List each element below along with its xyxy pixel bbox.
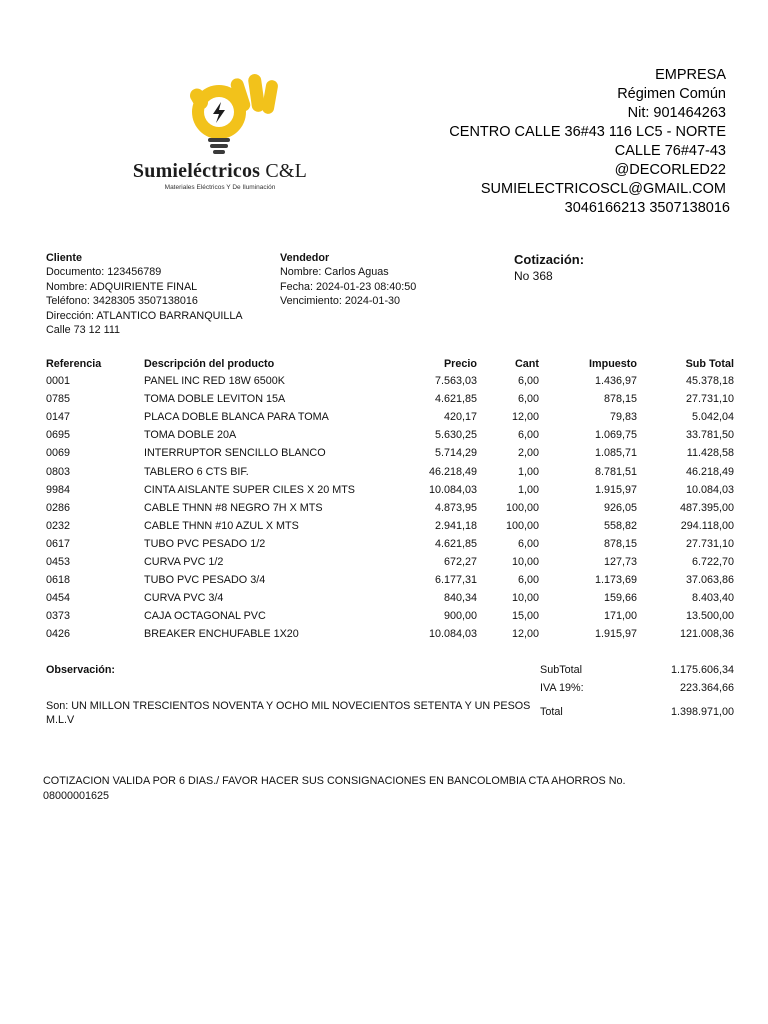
vendedor-nombre: Nombre: Carlos Aguas bbox=[280, 266, 389, 279]
cell-subtotal: 294.118,00 bbox=[680, 519, 734, 532]
cell-precio: 46.218,49 bbox=[428, 465, 477, 478]
table-row bbox=[46, 499, 734, 517]
company-regime: Régimen Común bbox=[617, 86, 726, 102]
company-type: EMPRESA bbox=[655, 67, 726, 83]
company-phones: 3046166213 3507138016 bbox=[564, 200, 730, 216]
cotizacion-label: Cotización: bbox=[514, 252, 585, 267]
cell-impuesto: 159,66 bbox=[603, 592, 637, 605]
subtotal-value: 1.175.606,34 bbox=[670, 664, 734, 676]
cell-descripcion: CURVA PVC 3/4 bbox=[144, 592, 224, 605]
cell-precio: 672,27 bbox=[443, 555, 477, 568]
cell-cant: 15,00 bbox=[511, 610, 539, 623]
cotizacion-number: No 368 bbox=[514, 269, 553, 283]
logo-name-main: Sumieléctricos bbox=[132, 160, 261, 182]
cell-impuesto: 878,15 bbox=[603, 537, 637, 550]
cell-referencia: 0618 bbox=[46, 574, 71, 587]
cell-impuesto: 1.085,71 bbox=[594, 447, 637, 460]
logo-brand-name bbox=[124, 160, 316, 183]
table-row bbox=[46, 408, 734, 426]
total-label: Total bbox=[540, 706, 563, 718]
cell-precio: 4.621,85 bbox=[434, 537, 477, 550]
cell-referencia: 0453 bbox=[46, 555, 71, 568]
table-row bbox=[46, 607, 734, 625]
cell-descripcion: BREAKER ENCHUFABLE 1X20 bbox=[144, 628, 299, 641]
header-precio: Precio bbox=[443, 357, 477, 370]
cell-referencia: 0069 bbox=[46, 447, 71, 460]
cell-subtotal: 487.395,00 bbox=[679, 501, 734, 514]
cell-precio: 420,17 bbox=[443, 411, 477, 424]
company-social: @DECORLED22 bbox=[614, 162, 726, 178]
cliente-nombre: Nombre: ADQUIRIENTE FINAL bbox=[46, 280, 198, 293]
table-row bbox=[46, 426, 734, 444]
cell-referencia: 0695 bbox=[46, 429, 71, 442]
cell-referencia: 0286 bbox=[46, 501, 71, 514]
cell-cant: 10,00 bbox=[511, 555, 539, 568]
cell-impuesto: 127,73 bbox=[603, 555, 637, 568]
cell-precio: 4.621,85 bbox=[434, 393, 477, 406]
cell-referencia: 0147 bbox=[46, 411, 71, 424]
cliente-block bbox=[46, 251, 243, 337]
company-address-1: CENTRO CALLE 36#43 116 LC5 - NORTE bbox=[449, 124, 726, 140]
cell-impuesto: 171,00 bbox=[603, 610, 637, 623]
cell-impuesto: 1.915,97 bbox=[594, 628, 637, 641]
iva-label: IVA 19%: bbox=[540, 682, 584, 694]
cell-subtotal: 13.500,00 bbox=[685, 610, 734, 623]
table-row bbox=[46, 481, 734, 499]
cell-cant: 6,00 bbox=[517, 393, 539, 406]
table-row bbox=[46, 444, 734, 462]
cell-precio: 7.563,03 bbox=[434, 375, 477, 388]
cell-impuesto: 1.915,97 bbox=[594, 483, 637, 496]
vendedor-block bbox=[280, 251, 416, 309]
cell-descripcion: TABLERO 6 CTS BIF. bbox=[144, 465, 249, 478]
cell-impuesto: 1.436,97 bbox=[594, 375, 637, 388]
table-row bbox=[46, 517, 734, 535]
cell-impuesto: 926,05 bbox=[603, 501, 637, 514]
vendedor-label: Vendedor bbox=[280, 252, 330, 264]
company-logo bbox=[124, 72, 316, 196]
cell-referencia: 0373 bbox=[46, 610, 71, 623]
cell-subtotal: 121.008,36 bbox=[679, 628, 734, 641]
cell-descripcion: CABLE THNN #10 AZUL X MTS bbox=[144, 519, 299, 532]
cell-subtotal: 10.084,03 bbox=[685, 483, 734, 496]
cliente-direccion-2: Calle 73 12 111 bbox=[46, 324, 121, 337]
cell-referencia: 0803 bbox=[46, 465, 71, 478]
cell-subtotal: 8.403,40 bbox=[691, 592, 734, 605]
company-address-2: CALLE 76#47-43 bbox=[614, 143, 726, 159]
cell-descripcion: PANEL INC RED 18W 6500K bbox=[144, 375, 286, 388]
cell-descripcion: TOMA DOBLE 20A bbox=[144, 429, 237, 442]
cell-subtotal: 33.781,50 bbox=[685, 429, 734, 442]
cell-descripcion: TUBO PVC PESADO 1/2 bbox=[144, 537, 266, 550]
cell-subtotal: 45.378,18 bbox=[685, 375, 734, 388]
items-body bbox=[46, 372, 734, 643]
table-row bbox=[46, 625, 734, 643]
cell-precio: 840,34 bbox=[443, 592, 477, 605]
table-row bbox=[46, 589, 734, 607]
header-subtotal: Sub Total bbox=[685, 357, 734, 370]
cell-descripcion: TUBO PVC PESADO 3/4 bbox=[144, 574, 266, 587]
cell-referencia: 0454 bbox=[46, 592, 71, 605]
cell-referencia: 0001 bbox=[46, 375, 71, 388]
cell-cant: 2,00 bbox=[517, 447, 539, 460]
total-value: 1.398.971,00 bbox=[670, 706, 734, 718]
observacion-label: Observación: bbox=[46, 664, 116, 676]
header-descripcion: Descripción del producto bbox=[144, 357, 275, 370]
cell-referencia: 9984 bbox=[46, 483, 71, 496]
cell-referencia: 0617 bbox=[46, 537, 71, 550]
cell-cant: 6,00 bbox=[517, 429, 539, 442]
footer-note: COTIZACION VALIDA POR 6 DIAS./ FAVOR HACER SUS CONSIGNACIONES EN BANCOLOMBIA CTA AHORROS No. 08000001625 bbox=[43, 775, 626, 802]
cell-cant: 6,00 bbox=[517, 574, 539, 587]
subtotal-row bbox=[540, 664, 734, 678]
iva-row bbox=[540, 682, 734, 696]
header-referencia: Referencia bbox=[46, 357, 102, 370]
cell-subtotal: 5.042,04 bbox=[691, 411, 734, 424]
company-email: SUMIELECTRICOSCL@GMAIL.COM bbox=[480, 181, 726, 197]
cell-precio: 5.714,29 bbox=[434, 447, 477, 460]
header-impuesto: Impuesto bbox=[589, 357, 637, 370]
cell-referencia: 0426 bbox=[46, 628, 71, 641]
cell-impuesto: 1.069,75 bbox=[594, 429, 637, 442]
header-cant: Cant bbox=[515, 357, 539, 370]
table-header-row bbox=[46, 355, 734, 372]
table-row bbox=[46, 553, 734, 571]
cell-descripcion: PLACA DOBLE BLANCA PARA TOMA bbox=[144, 411, 329, 424]
cell-cant: 1,00 bbox=[517, 465, 539, 478]
cotizacion-block bbox=[514, 251, 584, 283]
logo-tagline: Materiales Eléctricos Y De Iluminación bbox=[164, 184, 276, 191]
cell-precio: 900,00 bbox=[443, 610, 477, 623]
cell-subtotal: 46.218,49 bbox=[685, 465, 734, 478]
cell-cant: 100,00 bbox=[505, 501, 539, 514]
cell-descripcion: CURVA PVC 1/2 bbox=[144, 555, 224, 568]
vendedor-vencimiento: Vencimiento: 2024-01-30 bbox=[280, 295, 401, 308]
table-row bbox=[46, 535, 734, 553]
cell-precio: 4.873,95 bbox=[434, 501, 477, 514]
cliente-documento: Documento: 123456789 bbox=[46, 266, 162, 279]
company-info bbox=[449, 66, 730, 218]
cell-descripcion: INTERRUPTOR SENCILLO BLANCO bbox=[144, 447, 326, 460]
cliente-telefono: Teléfono: 3428305 3507138016 bbox=[46, 295, 198, 308]
cell-cant: 12,00 bbox=[511, 628, 539, 641]
table-row bbox=[46, 390, 734, 408]
cell-cant: 10,00 bbox=[511, 592, 539, 605]
cell-precio: 2.941,18 bbox=[434, 519, 477, 532]
table-row bbox=[46, 372, 734, 390]
cliente-label: Cliente bbox=[46, 252, 82, 264]
total-row bbox=[540, 706, 734, 720]
vendedor-fecha: Fecha: 2024-01-23 08:40:50 bbox=[280, 280, 417, 293]
table-row bbox=[46, 462, 734, 480]
cell-precio: 10.084,03 bbox=[428, 628, 477, 641]
company-nit: Nit: 901464263 bbox=[627, 105, 726, 121]
cliente-direccion: Dirección: ATLANTICO BARRANQUILLA bbox=[46, 309, 243, 322]
ok-hand-lightbulb-icon bbox=[124, 72, 316, 162]
cell-impuesto: 79,83 bbox=[609, 411, 637, 424]
cell-cant: 6,00 bbox=[517, 537, 539, 550]
cell-impuesto: 8.781,51 bbox=[594, 465, 637, 478]
cell-impuesto: 558,82 bbox=[603, 519, 637, 532]
amount-in-words: Son: UN MILLON TRESCIENTOS NOVENTA Y OCHO MIL NOVECIENTOS SETENTA Y UN PESOS M.L.V bbox=[46, 700, 531, 726]
logo-name-suffix: C&L bbox=[265, 160, 308, 182]
items-table bbox=[46, 355, 734, 643]
cell-descripcion: CINTA AISLANTE SUPER CILES X 20 MTS bbox=[144, 483, 356, 496]
cell-precio: 10.084,03 bbox=[428, 483, 477, 496]
iva-value: 223.364,66 bbox=[679, 682, 734, 694]
cell-impuesto: 1.173,69 bbox=[594, 574, 637, 587]
cell-precio: 5.630,25 bbox=[434, 429, 477, 442]
cell-descripcion: CABLE THNN #8 NEGRO 7H X MTS bbox=[144, 501, 323, 514]
cell-cant: 1,00 bbox=[517, 483, 539, 496]
table-row bbox=[46, 571, 734, 589]
cell-subtotal: 11.428,58 bbox=[686, 447, 734, 460]
cell-cant: 12,00 bbox=[511, 411, 539, 424]
cell-subtotal: 27.731,10 bbox=[685, 537, 734, 550]
cell-subtotal: 27.731,10 bbox=[685, 393, 734, 406]
cell-subtotal: 6.722,70 bbox=[691, 555, 734, 568]
cell-impuesto: 878,15 bbox=[603, 393, 637, 406]
cell-referencia: 0232 bbox=[46, 519, 71, 532]
cell-precio: 6.177,31 bbox=[434, 574, 477, 587]
subtotal-label: SubTotal bbox=[540, 664, 583, 676]
cell-subtotal: 37.063,86 bbox=[685, 574, 734, 587]
cell-cant: 100,00 bbox=[505, 519, 539, 532]
cell-descripcion: TOMA DOBLE LEVITON 15A bbox=[144, 393, 286, 406]
cell-cant: 6,00 bbox=[517, 375, 539, 388]
cell-referencia: 0785 bbox=[46, 393, 71, 406]
cell-descripcion: CAJA OCTAGONAL PVC bbox=[144, 610, 266, 623]
